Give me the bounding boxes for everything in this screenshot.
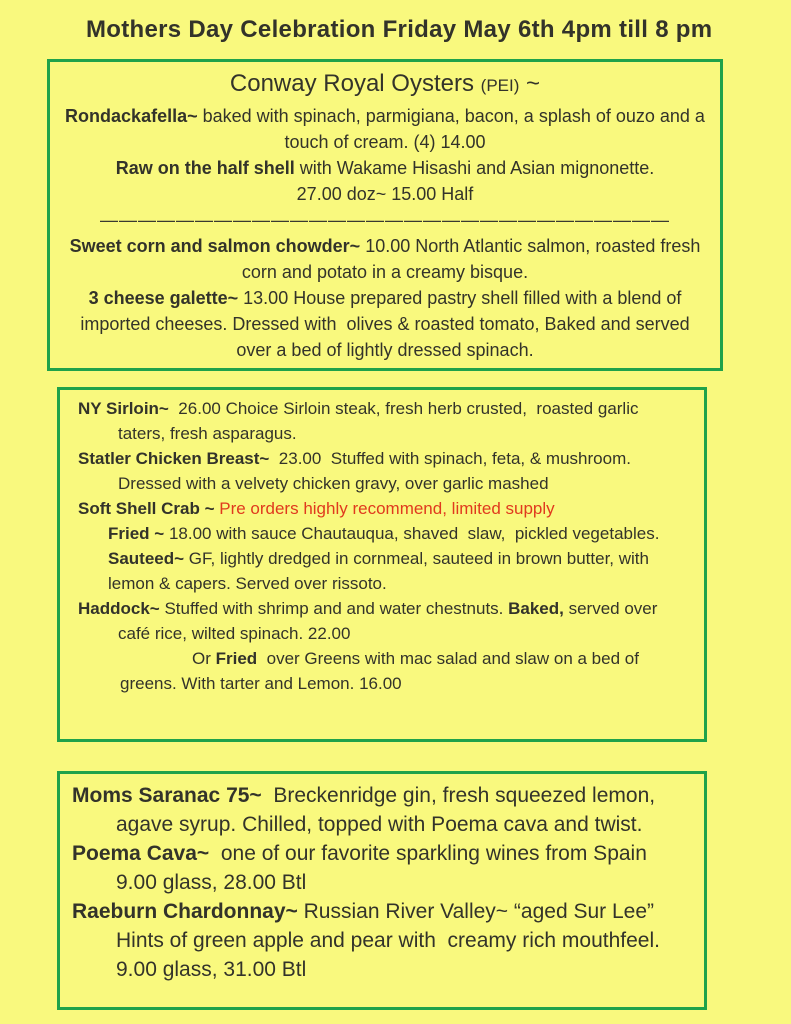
item-desc: baked with spinach, parmigiana, bacon, a splash of ouzo and a touch of cream. (4) 14.00 — [197, 106, 710, 152]
item-name: Moms Saranac 75~ — [72, 784, 262, 807]
item-desc: over Greens with mac salad and slaw on a bed of greens. With tarter and Lemon. 16.00 — [120, 649, 644, 693]
item-name: Raw on the half shell — [115, 158, 295, 178]
entrees-section — [57, 387, 707, 742]
menu-item-crab-sauteed — [108, 546, 690, 596]
menu-item-soft-shell-crab — [72, 496, 690, 521]
item-desc: Stuffed with shrimp and and water chestnuts. — [159, 599, 509, 618]
item-name: Haddock~ — [78, 599, 160, 618]
item-name: Soft Shell Crab ~ — [78, 499, 220, 518]
oysters-heading-pei: (PEI) — [480, 76, 520, 95]
preorder-note: Pre orders highly recommend, limited supply — [219, 499, 555, 518]
item-desc: one of our favorite sparkling wines from Spain 9.00 glass, 28.00 Btl — [116, 842, 653, 894]
item-name: Rondackafella~ — [65, 106, 198, 126]
menu-item-ny-sirloin — [72, 396, 690, 446]
item-name: Sweet corn and salmon chowder~ — [69, 236, 361, 256]
drinks-section — [57, 771, 707, 1010]
item-name: Statler Chicken Breast~ — [78, 449, 270, 468]
menu-item-poema-cava — [72, 839, 690, 897]
menu-item-rondackafella — [62, 103, 708, 155]
menu-item-haddock-fried — [72, 646, 690, 696]
item-desc: 23.00 Stuffed with spinach, feta, & mushroom. Dressed with a velvety chicken gravy, over garlic mashed — [118, 449, 636, 493]
menu-item-raeburn-chardonnay — [72, 897, 690, 984]
item-name: 3 cheese galette~ — [88, 288, 239, 308]
item-baked-label: Baked, — [508, 599, 564, 618]
item-desc: 26.00 Choice Sirloin steak, fresh herb crusted, roasted garlic taters, fresh asparagus. — [118, 399, 644, 443]
menu-item-haddock — [72, 596, 690, 646]
dashed-divider: —————————————————————————————— — [100, 210, 670, 230]
page-title: Mothers Day Celebration Friday May 6th 4pm till 8 pm — [86, 16, 713, 43]
item-name: Fried ~ — [108, 524, 165, 543]
menu-item-3-cheese-galette — [62, 285, 708, 363]
item-name: NY Sirloin~ — [78, 399, 169, 418]
item-desc: Russian River Valley~ “aged Sur Lee” Hints of green apple and pear with creamy rich mouthfeel. 9.00 glass, 31.00 Btl — [116, 900, 666, 981]
oysters-heading-tilde: ~ — [519, 70, 541, 97]
item-desc: GF, lightly dredged in cornmeal, sauteed in brown butter, with lemon & capers. Served over rissoto. — [108, 549, 654, 593]
menu-item-statler-chicken — [72, 446, 690, 496]
raw-oysters-price-line: 27.00 doz~ 15.00 Half — [296, 184, 474, 204]
oysters-heading-main: Conway Royal Oysters — [229, 70, 481, 97]
item-desc: 13.00 House prepared pastry shell filled with a blend of imported cheeses. Dressed with olives & roasted tomato, Baked and served over a bed of lightly dressed spinach. — [80, 288, 695, 360]
menu-item-moms-saranac-75 — [72, 781, 690, 839]
item-desc: with Wakame Hisashi and Asian mignonette. — [294, 158, 655, 178]
item-desc: 18.00 with sauce Chautauqua, shaved slaw, pickled vegetables. — [164, 524, 660, 543]
oysters-appetizers-section — [47, 59, 723, 371]
menu-item-raw-half-shell — [62, 155, 708, 181]
item-name: Sauteed~ — [108, 549, 185, 568]
item-name: Poema Cava~ — [72, 842, 210, 865]
item-name: Fried — [215, 649, 258, 668]
item-desc: 10.00 North Atlantic salmon, roasted fresh corn and potato in a creamy bisque. — [241, 236, 706, 282]
menu-item-crab-fried — [108, 521, 690, 546]
menu-item-corn-salmon-chowder — [62, 233, 708, 285]
oysters-heading — [62, 67, 708, 103]
item-desc-2: served over café rice, wilted spinach. 22.00 — [118, 599, 663, 643]
item-desc: Breckenridge gin, fresh squeezed lemon, agave syrup. Chilled, topped with Poema cava and twist. — [116, 784, 661, 836]
item-prefix: Or — [192, 649, 216, 668]
item-name: Raeburn Chardonnay~ — [72, 900, 298, 923]
